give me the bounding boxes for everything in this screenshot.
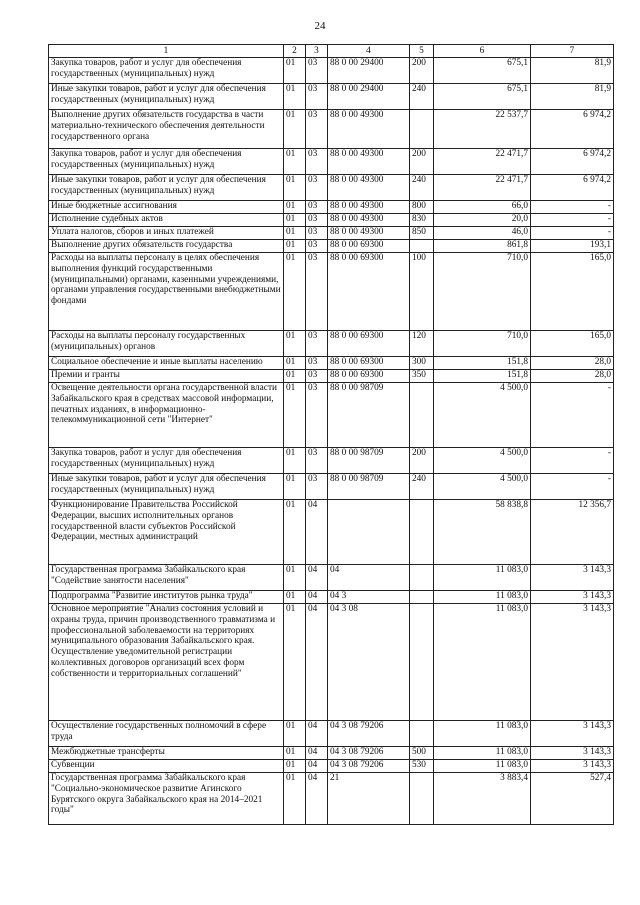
- row-section: 01: [284, 227, 306, 240]
- row-expense-type: [410, 773, 434, 825]
- row-expense-type: 530: [410, 760, 434, 773]
- row-section: 01: [284, 58, 306, 84]
- row-target-code: 88 0 00 69300: [328, 370, 410, 383]
- row-name: Иные закупки товаров, работ и услуг для обеспечения государственных (муниципальных) нужд: [49, 175, 284, 201]
- row-name: Межбюджетные трансферты: [49, 747, 284, 760]
- row-amount-2023: 165,0: [531, 253, 614, 331]
- row-name: Закупка товаров, работ и услуг для обеспечения государственных (муниципальных) нужд: [49, 58, 284, 84]
- row-subsection: 03: [306, 214, 328, 227]
- row-name: Иные закупки товаров, работ и услуг для обеспечения государственных (муниципальных) нужд: [49, 474, 284, 500]
- row-amount-2022: 11 083,0: [434, 591, 531, 604]
- row-target-code: 04 3 08: [328, 604, 410, 721]
- row-subsection: 04: [306, 760, 328, 773]
- row-amount-2023: 3 143,3: [531, 747, 614, 760]
- row-subsection: 04: [306, 721, 328, 747]
- row-subsection: 04: [306, 500, 328, 565]
- row-section: 01: [284, 474, 306, 500]
- row-target-code: 88 0 00 69300: [328, 331, 410, 357]
- table-row: [49, 474, 614, 500]
- row-name: Выполнение других обязательств государства: [49, 240, 284, 253]
- row-target-code: 88 0 00 49300: [328, 201, 410, 214]
- row-target-code: 88 0 00 49300: [328, 214, 410, 227]
- row-amount-2023: 193,1: [531, 240, 614, 253]
- table-row: [49, 149, 614, 175]
- row-section: 01: [284, 175, 306, 201]
- table-row: [49, 370, 614, 383]
- row-target-code: 88 0 00 98709: [328, 448, 410, 474]
- row-expense-type: 100: [410, 253, 434, 331]
- row-section: 01: [284, 604, 306, 721]
- row-target-code: 88 0 00 49300: [328, 149, 410, 175]
- table-row: [49, 448, 614, 474]
- table-row: [49, 240, 614, 253]
- row-section: 01: [284, 370, 306, 383]
- row-section: 01: [284, 357, 306, 370]
- table-body: [49, 58, 614, 825]
- row-name: Осуществление государственных полномочий в сфере труда: [49, 721, 284, 747]
- table-row: [49, 201, 614, 214]
- row-amount-2023: 12 356,7: [531, 500, 614, 565]
- row-name: Расходы на выплаты персоналу государственных (муниципальных) органов: [49, 331, 284, 357]
- row-amount-2023: 81,9: [531, 84, 614, 110]
- row-subsection: 03: [306, 175, 328, 201]
- row-amount-2023: 6 974,2: [531, 175, 614, 201]
- row-expense-type: [410, 110, 434, 149]
- row-amount-2022: 861,8: [434, 240, 531, 253]
- row-section: 01: [284, 747, 306, 760]
- row-amount-2022: 22 471,7: [434, 149, 531, 175]
- budget-table: [48, 44, 614, 825]
- table-row: [49, 253, 614, 331]
- row-amount-2022: 151,8: [434, 370, 531, 383]
- row-subsection: 03: [306, 331, 328, 357]
- row-name: Социальное обеспечение и иные выплаты населению: [49, 357, 284, 370]
- row-name: Подпрограмма "Развитие институтов рынка труда": [49, 591, 284, 604]
- table-row: [49, 58, 614, 84]
- row-section: 01: [284, 253, 306, 331]
- row-amount-2022: 11 083,0: [434, 604, 531, 721]
- row-name: Иные закупки товаров, работ и услуг для обеспечения государственных (муниципальных) нужд: [49, 84, 284, 110]
- row-expense-type: 300: [410, 357, 434, 370]
- row-name: Выполнение других обязательств государства в части материально-технического обеспечения деятельности государственного органа: [49, 110, 284, 149]
- table-row: [49, 331, 614, 357]
- row-amount-2022: 11 083,0: [434, 747, 531, 760]
- row-amount-2023: 527,4: [531, 773, 614, 825]
- row-name: Государственная программа Забайкальского края "Содействие занятости населения": [49, 565, 284, 591]
- row-expense-type: 500: [410, 747, 434, 760]
- row-expense-type: 240: [410, 175, 434, 201]
- row-expense-type: 240: [410, 474, 434, 500]
- row-section: 01: [284, 773, 306, 825]
- row-amount-2023: -: [531, 448, 614, 474]
- row-amount-2023: 81,9: [531, 58, 614, 84]
- row-section: 01: [284, 383, 306, 448]
- row-subsection: 03: [306, 149, 328, 175]
- row-target-code: 88 0 00 49300: [328, 110, 410, 149]
- row-target-code: [328, 500, 410, 565]
- row-amount-2023: 3 143,3: [531, 565, 614, 591]
- row-amount-2022: 4 500,0: [434, 448, 531, 474]
- row-name: Закупка товаров, работ и услуг для обеспечения государственных (муниципальных) нужд: [49, 448, 284, 474]
- row-amount-2023: 3 143,3: [531, 760, 614, 773]
- row-expense-type: 200: [410, 149, 434, 175]
- row-target-code: 04: [328, 565, 410, 591]
- row-section: 01: [284, 331, 306, 357]
- row-amount-2023: 28,0: [531, 357, 614, 370]
- row-amount-2023: 165,0: [531, 331, 614, 357]
- header-cell: 4: [328, 45, 410, 58]
- row-section: 01: [284, 591, 306, 604]
- header-cell: 7: [531, 45, 614, 58]
- row-subsection: 03: [306, 448, 328, 474]
- row-amount-2023: -: [531, 383, 614, 448]
- row-name: Государственная программа Забайкальского края "Социально-экономическое развитие Агинского Бурятского округа Забайкальского края на 2014–2021 годы": [49, 773, 284, 825]
- row-amount-2023: 3 143,3: [531, 591, 614, 604]
- table-row: [49, 747, 614, 760]
- row-section: 01: [284, 214, 306, 227]
- row-subsection: 03: [306, 240, 328, 253]
- table-row: [49, 721, 614, 747]
- row-subsection: 03: [306, 474, 328, 500]
- table-row: [49, 500, 614, 565]
- row-amount-2022: 675,1: [434, 58, 531, 84]
- row-subsection: 04: [306, 747, 328, 760]
- row-amount-2022: 3 883,4: [434, 773, 531, 825]
- row-target-code: 21: [328, 773, 410, 825]
- table-row: [49, 773, 614, 825]
- row-amount-2022: 58 838,8: [434, 500, 531, 565]
- table-row: [49, 110, 614, 149]
- row-section: 01: [284, 565, 306, 591]
- row-subsection: 03: [306, 357, 328, 370]
- row-name: Уплата налогов, сборов и иных платежей: [49, 227, 284, 240]
- row-amount-2023: -: [531, 474, 614, 500]
- row-target-code: 88 0 00 29400: [328, 58, 410, 84]
- row-amount-2022: 4 500,0: [434, 474, 531, 500]
- row-expense-type: 200: [410, 448, 434, 474]
- row-expense-type: 120: [410, 331, 434, 357]
- header-cell: 6: [434, 45, 531, 58]
- row-name: Субвенции: [49, 760, 284, 773]
- row-name: Премии и гранты: [49, 370, 284, 383]
- row-subsection: 03: [306, 370, 328, 383]
- row-expense-type: 800: [410, 201, 434, 214]
- row-expense-type: [410, 721, 434, 747]
- row-amount-2022: 710,0: [434, 331, 531, 357]
- row-amount-2022: 710,0: [434, 253, 531, 331]
- row-amount-2022: 151,8: [434, 357, 531, 370]
- row-expense-type: 850: [410, 227, 434, 240]
- row-amount-2023: 3 143,3: [531, 604, 614, 721]
- header-cell: 2: [284, 45, 306, 58]
- row-expense-type: [410, 591, 434, 604]
- row-amount-2023: -: [531, 201, 614, 214]
- row-target-code: 04 3 08 79206: [328, 760, 410, 773]
- row-target-code: 88 0 00 69300: [328, 240, 410, 253]
- row-target-code: 04 3 08 79206: [328, 721, 410, 747]
- row-amount-2023: -: [531, 214, 614, 227]
- row-target-code: 88 0 00 69300: [328, 253, 410, 331]
- row-amount-2022: 22 471,7: [434, 175, 531, 201]
- row-section: 01: [284, 110, 306, 149]
- row-section: 01: [284, 721, 306, 747]
- row-name: Исполнение судебных актов: [49, 214, 284, 227]
- header-cell: 1: [49, 45, 284, 58]
- row-expense-type: [410, 240, 434, 253]
- row-subsection: 03: [306, 201, 328, 214]
- table-row: [49, 227, 614, 240]
- row-subsection: 04: [306, 591, 328, 604]
- table-row: [49, 591, 614, 604]
- row-subsection: 03: [306, 253, 328, 331]
- table-row: [49, 357, 614, 370]
- row-target-code: 88 0 00 98709: [328, 474, 410, 500]
- row-expense-type: 240: [410, 84, 434, 110]
- row-subsection: 04: [306, 773, 328, 825]
- row-amount-2022: 20,0: [434, 214, 531, 227]
- row-amount-2022: 4 500,0: [434, 383, 531, 448]
- table-row: [49, 565, 614, 591]
- header-cell: 3: [306, 45, 328, 58]
- row-section: 01: [284, 500, 306, 565]
- row-section: 01: [284, 240, 306, 253]
- row-amount-2023: 3 143,3: [531, 721, 614, 747]
- row-section: 01: [284, 149, 306, 175]
- row-subsection: 03: [306, 383, 328, 448]
- row-subsection: 03: [306, 227, 328, 240]
- table-header-row: [49, 45, 614, 58]
- table-row: [49, 84, 614, 110]
- row-amount-2022: 66,0: [434, 201, 531, 214]
- row-name: Иные бюджетные ассигнования: [49, 201, 284, 214]
- row-name: Расходы на выплаты персоналу в целях обеспечения выполнения функций государственными (муниципальными) органами, казенными учреждениями, органами управления государственными внебюджетными фондами: [49, 253, 284, 331]
- row-target-code: 88 0 00 49300: [328, 227, 410, 240]
- row-target-code: 88 0 00 29400: [328, 84, 410, 110]
- row-expense-type: 350: [410, 370, 434, 383]
- table-row: [49, 175, 614, 201]
- row-section: 01: [284, 84, 306, 110]
- row-section: 01: [284, 201, 306, 214]
- row-expense-type: [410, 565, 434, 591]
- row-expense-type: [410, 383, 434, 448]
- header-cell: 5: [410, 45, 434, 58]
- row-name: Функционирование Правительства Российской Федерации, высших исполнительных органов государственной власти субъектов Российской Федерации, местных администраций: [49, 500, 284, 565]
- row-expense-type: 200: [410, 58, 434, 84]
- row-subsection: 04: [306, 565, 328, 591]
- row-expense-type: [410, 604, 434, 721]
- row-amount-2022: 46,0: [434, 227, 531, 240]
- row-name: Закупка товаров, работ и услуг для обеспечения государственных (муниципальных) нужд: [49, 149, 284, 175]
- row-target-code: 88 0 00 49300: [328, 175, 410, 201]
- row-subsection: 04: [306, 604, 328, 721]
- row-name: Основное мероприятие "Анализ состояния условий и охраны труда, причин производственного травматизма и профессиональной заболеваемости на территориях муниципального образования Забайкальского края. Осуществление уведомительной регистрации коллективных договоров организаций всех форм собственности и территориальных соглашений": [49, 604, 284, 721]
- row-amount-2022: 22 537,7: [434, 110, 531, 149]
- row-amount-2022: 11 083,0: [434, 565, 531, 591]
- table-row: [49, 383, 614, 448]
- row-name: Освещение деятельности органа государственной власти Забайкальского края в средствах массовой информации, печатных изданиях, в информационно-телекоммуникационной сети "Интернет": [49, 383, 284, 448]
- row-amount-2022: 11 083,0: [434, 760, 531, 773]
- table-row: [49, 760, 614, 773]
- table-row: [49, 604, 614, 721]
- row-target-code: 88 0 00 98709: [328, 383, 410, 448]
- row-expense-type: [410, 500, 434, 565]
- row-amount-2023: 6 974,2: [531, 149, 614, 175]
- row-amount-2022: 675,1: [434, 84, 531, 110]
- row-amount-2023: -: [531, 227, 614, 240]
- table-row: [49, 214, 614, 227]
- row-target-code: 04 3: [328, 591, 410, 604]
- row-amount-2023: 6 974,2: [531, 110, 614, 149]
- row-expense-type: 830: [410, 214, 434, 227]
- row-section: 01: [284, 760, 306, 773]
- row-target-code: 04 3 08 79206: [328, 747, 410, 760]
- row-target-code: 88 0 00 69300: [328, 357, 410, 370]
- page-number: 24: [314, 20, 326, 32]
- row-amount-2022: 11 083,0: [434, 721, 531, 747]
- row-amount-2023: 28,0: [531, 370, 614, 383]
- row-subsection: 03: [306, 58, 328, 84]
- row-subsection: 03: [306, 84, 328, 110]
- row-section: 01: [284, 448, 306, 474]
- row-subsection: 03: [306, 110, 328, 149]
